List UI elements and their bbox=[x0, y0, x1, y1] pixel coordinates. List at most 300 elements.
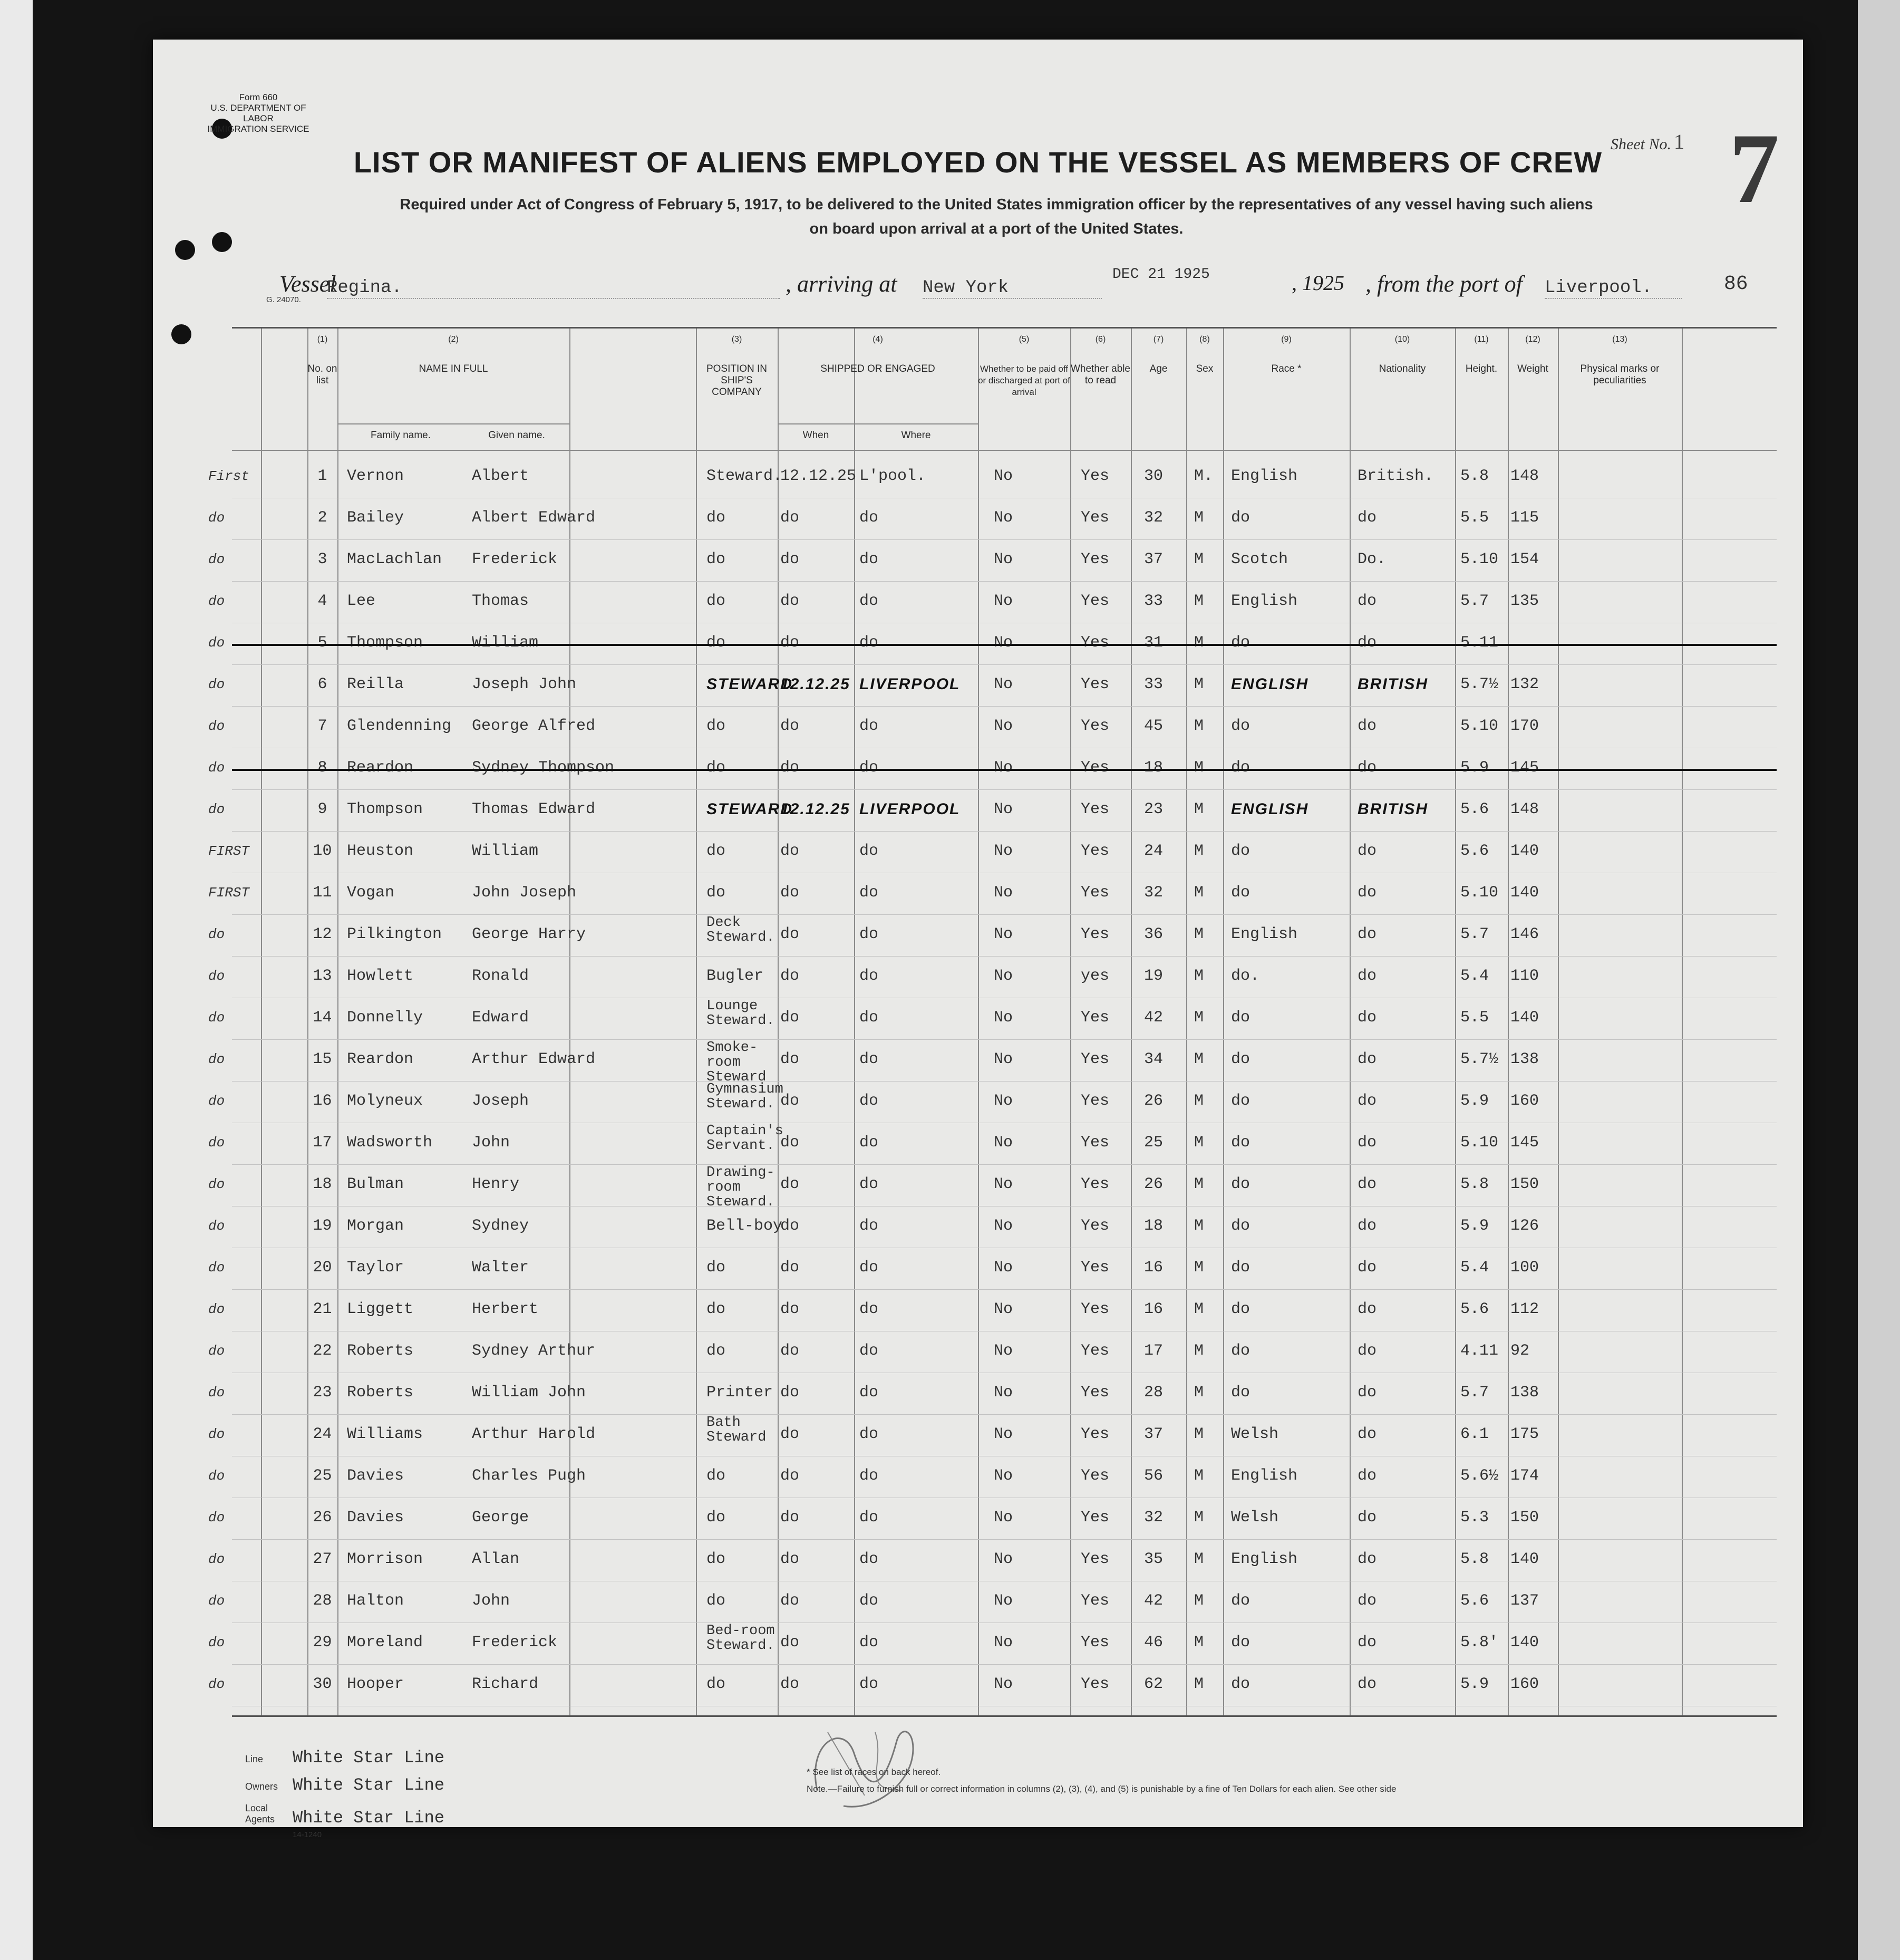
cell-race: do bbox=[1231, 1175, 1250, 1193]
cell-where: do bbox=[859, 967, 879, 985]
cell-sex: M bbox=[1194, 592, 1204, 610]
cell-sex: M bbox=[1194, 675, 1204, 693]
cell-age: 46 bbox=[1144, 1634, 1164, 1652]
page-reference: 86 bbox=[1724, 273, 1748, 295]
cell-read: Yes bbox=[1081, 1425, 1110, 1443]
cell-where: do bbox=[859, 717, 879, 735]
cell-mark: do bbox=[208, 1260, 225, 1276]
cell-read: Yes bbox=[1081, 1342, 1110, 1360]
cell-given: John bbox=[472, 1134, 510, 1152]
cell-height: 5.10 bbox=[1460, 884, 1499, 902]
cell-position: do bbox=[706, 592, 726, 610]
vessel-name: Regina. bbox=[327, 278, 780, 299]
cell-when: do bbox=[780, 884, 800, 902]
cell-sex: M bbox=[1194, 509, 1204, 527]
cell-weight: 145 bbox=[1510, 759, 1539, 777]
cell-sex: M bbox=[1194, 925, 1204, 943]
cell-when: do bbox=[780, 634, 800, 652]
cell-paid: No bbox=[994, 509, 1013, 527]
cell-race: English bbox=[1231, 925, 1298, 943]
cell-weight: 146 bbox=[1510, 925, 1539, 943]
arrival-port: New York bbox=[923, 278, 1102, 299]
cell-weight: 160 bbox=[1510, 1675, 1539, 1693]
col-header-able-to-read: (6) Whether able to read bbox=[1070, 335, 1130, 386]
cell-age: 45 bbox=[1144, 717, 1164, 735]
cell-no: 16 bbox=[313, 1092, 332, 1110]
col-header-nationality: (10) Nationality bbox=[1379, 335, 1426, 374]
cell-given: Arthur Harold bbox=[472, 1425, 596, 1443]
cell-family: Davies bbox=[347, 1509, 404, 1527]
cell-race: do bbox=[1231, 1342, 1250, 1360]
cell-read: Yes bbox=[1081, 842, 1110, 860]
cell-position: Steward. bbox=[706, 467, 783, 485]
cell-height: 5.5 bbox=[1460, 509, 1489, 527]
cell-paid: No bbox=[994, 1175, 1013, 1193]
cell-mark: do bbox=[208, 1010, 225, 1026]
cell-family: Vernon bbox=[347, 467, 404, 485]
col-header-shipped: (4) SHIPPED OR ENGAGED bbox=[820, 335, 935, 374]
cell-position: do bbox=[706, 842, 726, 860]
cell-no: 17 bbox=[313, 1134, 332, 1152]
cell-height: 5.9 bbox=[1460, 1092, 1489, 1110]
cell-given: Henry bbox=[472, 1175, 520, 1193]
cell-no: 30 bbox=[313, 1675, 332, 1693]
cell-where: do bbox=[859, 1134, 879, 1152]
cell-height: 5.8' bbox=[1460, 1634, 1499, 1652]
cell-nat: do bbox=[1358, 1217, 1377, 1235]
cell-where: do bbox=[859, 1217, 879, 1235]
cell-paid: No bbox=[994, 1509, 1013, 1527]
cell-where: do bbox=[859, 1592, 879, 1610]
cell-race: do bbox=[1231, 717, 1250, 735]
cell-paid: No bbox=[994, 884, 1013, 902]
vessel-label: Vessel bbox=[279, 271, 336, 297]
cell-when: do bbox=[780, 1217, 800, 1235]
cell-given: Edward bbox=[472, 1009, 529, 1027]
page-subtitle bbox=[279, 192, 1713, 241]
cell-mark: do bbox=[208, 510, 225, 526]
cell-position: do bbox=[706, 884, 726, 902]
cell-sex: M bbox=[1194, 1509, 1204, 1527]
cell-weight: 140 bbox=[1510, 842, 1539, 860]
cell-nat: do bbox=[1358, 884, 1377, 902]
cell-mark: do bbox=[208, 926, 225, 942]
cell-race: do bbox=[1231, 1050, 1250, 1068]
cell-race: do bbox=[1231, 634, 1250, 652]
form-g-number: G. 24070. bbox=[266, 295, 301, 304]
cell-nat: do bbox=[1358, 1259, 1377, 1277]
cell-position: do bbox=[706, 634, 726, 652]
cell-race: ENGLISH bbox=[1231, 800, 1309, 818]
cell-race: do bbox=[1231, 759, 1250, 777]
cell-age: 18 bbox=[1144, 1217, 1164, 1235]
cell-family: Pilkington bbox=[347, 925, 442, 943]
cell-nat: British. bbox=[1358, 467, 1434, 485]
cell-no: 26 bbox=[313, 1509, 332, 1527]
cell-nat: do bbox=[1358, 1300, 1377, 1318]
cell-where: do bbox=[859, 842, 879, 860]
cell-read: Yes bbox=[1081, 1134, 1110, 1152]
cell-age: 18 bbox=[1144, 759, 1164, 777]
cell-age: 23 bbox=[1144, 800, 1164, 818]
col-header-name: (2) NAME IN FULL bbox=[419, 335, 488, 374]
cell-position: Lounge Steward. bbox=[706, 998, 775, 1029]
cell-given: Charles Pugh bbox=[472, 1467, 586, 1485]
cell-height: 5.6 bbox=[1460, 800, 1489, 818]
cell-mark: do bbox=[208, 677, 225, 692]
cell-no: 21 bbox=[313, 1300, 332, 1318]
cell-paid: No bbox=[994, 1217, 1013, 1235]
cell-mark: do bbox=[208, 1635, 225, 1650]
cell-read: Yes bbox=[1081, 1300, 1110, 1318]
cell-given: Thomas Edward bbox=[472, 800, 596, 818]
cell-mark: do bbox=[208, 760, 225, 776]
cell-sex: M bbox=[1194, 717, 1204, 735]
cell-height: 5.6 bbox=[1460, 842, 1489, 860]
cell-weight: 126 bbox=[1510, 1217, 1539, 1235]
cell-family: Roberts bbox=[347, 1342, 414, 1360]
cell-family: Morrison bbox=[347, 1550, 423, 1568]
cell-when: do bbox=[780, 1300, 800, 1318]
cell-when: do bbox=[780, 925, 800, 943]
cell-given: George Alfred bbox=[472, 717, 596, 735]
col-header-when: When bbox=[802, 430, 829, 441]
cell-position: do bbox=[706, 1342, 726, 1360]
cell-read: Yes bbox=[1081, 717, 1110, 735]
cell-mark: do bbox=[208, 1218, 225, 1234]
cell-no: 19 bbox=[313, 1217, 332, 1235]
cell-given: Joseph John bbox=[472, 675, 577, 693]
cell-race: English bbox=[1231, 592, 1298, 610]
cell-no: 2 bbox=[317, 509, 327, 527]
cell-paid: No bbox=[994, 675, 1013, 693]
service-name: IMMIGRATION SERVICE bbox=[207, 124, 309, 134]
form-identifier bbox=[200, 92, 316, 134]
cell-position: do bbox=[706, 1675, 726, 1693]
sheet-number-label: Sheet No. bbox=[1611, 136, 1671, 153]
cell-age: 26 bbox=[1144, 1092, 1164, 1110]
line-label: Line bbox=[245, 1754, 264, 1764]
sheet-number: 1 bbox=[1674, 130, 1684, 153]
cell-race: do bbox=[1231, 1384, 1250, 1402]
cell-family: Donnelly bbox=[347, 1009, 423, 1027]
footnote-penalty: Note.—Failure to furnish full or correct information in columns (2), (3), (4), and (5) is punishable by a fine of Ten Dollars for each alien. See other side bbox=[807, 1784, 1397, 1794]
cell-nat: do bbox=[1358, 1509, 1377, 1527]
cell-height: 5.6 bbox=[1460, 1592, 1489, 1610]
cell-nat: Do. bbox=[1358, 551, 1387, 568]
col-header-height: (11) Height. bbox=[1465, 335, 1498, 374]
cell-position: Deck Steward. bbox=[706, 915, 775, 945]
cell-given: John Joseph bbox=[472, 884, 577, 902]
cell-mark: do bbox=[208, 635, 225, 651]
cell-paid: No bbox=[994, 759, 1013, 777]
cell-read: Yes bbox=[1081, 675, 1110, 693]
cell-given: Joseph bbox=[472, 1092, 529, 1110]
cell-read: Yes bbox=[1081, 1217, 1110, 1235]
cell-position: do bbox=[706, 509, 726, 527]
cell-family: Thompson bbox=[347, 634, 423, 652]
cell-sex: M bbox=[1194, 1634, 1204, 1652]
cell-read: Yes bbox=[1081, 1592, 1110, 1610]
cell-where: do bbox=[859, 1550, 879, 1568]
cell-when: do bbox=[780, 717, 800, 735]
cell-family: Morgan bbox=[347, 1217, 404, 1235]
cell-read: Yes bbox=[1081, 1050, 1110, 1068]
cell-weight: 110 bbox=[1510, 967, 1539, 985]
cell-sex: M bbox=[1194, 1550, 1204, 1568]
cell-nat: do bbox=[1358, 1092, 1377, 1110]
cell-nat: do bbox=[1358, 1134, 1377, 1152]
cell-mark: do bbox=[208, 1385, 225, 1401]
cell-weight: 137 bbox=[1510, 1592, 1539, 1610]
cell-sex: M. bbox=[1194, 467, 1214, 485]
cell-no: 13 bbox=[313, 967, 332, 985]
cell-paid: No bbox=[994, 925, 1013, 943]
cell-no: 11 bbox=[313, 884, 332, 902]
cell-age: 56 bbox=[1144, 1467, 1164, 1485]
strike-through-line bbox=[232, 769, 1777, 771]
cell-height: 5.7 bbox=[1460, 925, 1489, 943]
cell-sex: M bbox=[1194, 1425, 1204, 1443]
cell-sex: M bbox=[1194, 1009, 1204, 1027]
cell-where: do bbox=[859, 1675, 879, 1693]
cell-family: Vogan bbox=[347, 884, 395, 902]
cell-sex: M bbox=[1194, 551, 1204, 568]
cell-read: Yes bbox=[1081, 1092, 1110, 1110]
cell-read: Yes bbox=[1081, 592, 1110, 610]
cell-when: do bbox=[780, 1509, 800, 1527]
cell-race: English bbox=[1231, 1550, 1298, 1568]
cell-family: Reardon bbox=[347, 1050, 414, 1068]
cell-paid: No bbox=[994, 1300, 1013, 1318]
subtitle-line-1: Required under Act of Congress of February 5, 1917, to be delivered to the United States immigration officer by the representatives of any vessel having such aliens bbox=[400, 196, 1593, 213]
cell-age: 32 bbox=[1144, 509, 1164, 527]
cell-family: Glendenning bbox=[347, 717, 452, 735]
cell-race: do bbox=[1231, 842, 1250, 860]
cell-paid: No bbox=[994, 1134, 1013, 1152]
cell-height: 5.10 bbox=[1460, 551, 1499, 568]
cell-no: 5 bbox=[317, 634, 327, 652]
cell-age: 32 bbox=[1144, 1509, 1164, 1527]
cell-when: do bbox=[780, 1550, 800, 1568]
cell-sex: M bbox=[1194, 759, 1204, 777]
form-code: 14-1240 bbox=[293, 1830, 322, 1839]
cell-when: do bbox=[780, 1134, 800, 1152]
cell-nat: do bbox=[1358, 967, 1377, 985]
cell-height: 5.4 bbox=[1460, 1259, 1489, 1277]
cell-paid: No bbox=[994, 1384, 1013, 1402]
cell-position: do bbox=[706, 1592, 726, 1610]
cell-weight: 140 bbox=[1510, 1550, 1539, 1568]
cell-height: 5.8 bbox=[1460, 1550, 1489, 1568]
cell-mark: do bbox=[208, 718, 225, 734]
cell-no: 18 bbox=[313, 1175, 332, 1193]
cell-when: do bbox=[780, 1384, 800, 1402]
cell-race: do bbox=[1231, 509, 1250, 527]
cell-weight: 140 bbox=[1510, 1634, 1539, 1652]
cell-when: do bbox=[780, 1050, 800, 1068]
cell-when: do bbox=[780, 1259, 800, 1277]
cell-given: Sydney Arthur bbox=[472, 1342, 596, 1360]
cell-position: do bbox=[706, 1467, 726, 1485]
cell-no: 28 bbox=[313, 1592, 332, 1610]
cell-no: 7 bbox=[317, 717, 327, 735]
cell-mark: do bbox=[208, 1676, 225, 1692]
cell-position: do bbox=[706, 551, 726, 568]
cell-read: Yes bbox=[1081, 634, 1110, 652]
cell-weight: 100 bbox=[1510, 1259, 1539, 1277]
cell-family: Hooper bbox=[347, 1675, 404, 1693]
cell-no: 14 bbox=[313, 1009, 332, 1027]
cell-read: Yes bbox=[1081, 1467, 1110, 1485]
voyage-line bbox=[153, 266, 1803, 303]
cell-race: ENGLISH bbox=[1231, 675, 1309, 693]
cell-read: Yes bbox=[1081, 884, 1110, 902]
cell-read: yes bbox=[1081, 967, 1110, 985]
cell-sex: M bbox=[1194, 1217, 1204, 1235]
cell-age: 37 bbox=[1144, 1425, 1164, 1443]
cell-given: Frederick bbox=[472, 551, 558, 568]
col-header-weight: (12) Weight bbox=[1517, 335, 1548, 374]
cell-no: 25 bbox=[313, 1467, 332, 1485]
cell-no: 9 bbox=[317, 800, 327, 818]
cell-family: Bulman bbox=[347, 1175, 404, 1193]
punch-hole bbox=[171, 324, 191, 344]
cell-race: English bbox=[1231, 467, 1298, 485]
cell-age: 33 bbox=[1144, 675, 1164, 693]
cell-where: do bbox=[859, 1342, 879, 1360]
col-header-age: (7) Age bbox=[1149, 335, 1168, 374]
cell-height: 6.1 bbox=[1460, 1425, 1489, 1443]
cell-age: 32 bbox=[1144, 884, 1164, 902]
cell-family: Halton bbox=[347, 1592, 404, 1610]
cell-family: Molyneux bbox=[347, 1092, 423, 1110]
department-name: U.S. DEPARTMENT OF LABOR bbox=[210, 103, 306, 123]
cell-where: do bbox=[859, 551, 879, 568]
cell-race: English bbox=[1231, 1467, 1298, 1485]
cell-height: 5.7½ bbox=[1460, 675, 1499, 693]
cell-height: 5.9 bbox=[1460, 759, 1489, 777]
cell-where: do bbox=[859, 1300, 879, 1318]
cell-given: Sydney bbox=[472, 1217, 529, 1235]
cell-no: 3 bbox=[317, 551, 327, 568]
cell-paid: No bbox=[994, 634, 1013, 652]
cell-nat: do bbox=[1358, 1050, 1377, 1068]
cell-when: 12.12.25 bbox=[780, 675, 850, 693]
col-header-sex: (8) Sex bbox=[1196, 335, 1214, 374]
cell-mark: do bbox=[208, 1093, 225, 1109]
cell-given: Ronald bbox=[472, 967, 529, 985]
cell-weight: 115 bbox=[1510, 509, 1539, 527]
cell-paid: No bbox=[994, 1092, 1013, 1110]
cell-weight: 148 bbox=[1510, 800, 1539, 818]
cell-position: Drawing-room Steward. bbox=[706, 1165, 775, 1210]
cell-when: do bbox=[780, 1675, 800, 1693]
cell-where: do bbox=[859, 1092, 879, 1110]
cell-read: Yes bbox=[1081, 1634, 1110, 1652]
cell-no: 27 bbox=[313, 1550, 332, 1568]
cell-where: do bbox=[859, 592, 879, 610]
cell-paid: No bbox=[994, 1009, 1013, 1027]
cell-race: do bbox=[1231, 1259, 1250, 1277]
cell-height: 5.5 bbox=[1460, 1009, 1489, 1027]
cell-mark: do bbox=[208, 1135, 225, 1151]
cell-where: do bbox=[859, 1175, 879, 1193]
sheet-number-large: 7 bbox=[1729, 113, 1779, 224]
cell-where: do bbox=[859, 1425, 879, 1443]
cell-weight: 175 bbox=[1510, 1425, 1539, 1443]
cell-where: do bbox=[859, 1259, 879, 1277]
cell-paid: No bbox=[994, 967, 1013, 985]
cell-race: do bbox=[1231, 1592, 1250, 1610]
scan-border-left bbox=[0, 0, 33, 1960]
cell-age: 19 bbox=[1144, 967, 1164, 985]
cell-weight: 174 bbox=[1510, 1467, 1539, 1485]
cell-where: do bbox=[859, 1467, 879, 1485]
col-header-position: (3) POSITION IN SHIP'S COMPANY bbox=[706, 335, 768, 398]
cell-weight: 140 bbox=[1510, 884, 1539, 902]
cell-paid: No bbox=[994, 717, 1013, 735]
cell-given: Allan bbox=[472, 1550, 520, 1568]
page-title: LIST OR MANIFEST OF ALIENS EMPLOYED ON THE VESSEL AS MEMBERS OF CREW bbox=[353, 146, 1603, 179]
cell-weight: 160 bbox=[1510, 1092, 1539, 1110]
cell-sex: M bbox=[1194, 884, 1204, 902]
cell-nat: do bbox=[1358, 925, 1377, 943]
cell-when: do bbox=[780, 1592, 800, 1610]
cell-weight: 112 bbox=[1510, 1300, 1539, 1318]
cell-no: 12 bbox=[313, 925, 332, 943]
cell-sex: M bbox=[1194, 800, 1204, 818]
from-port-label: , from the port of bbox=[1365, 271, 1523, 297]
cell-when: do bbox=[780, 1092, 800, 1110]
footnote-races: * See list of races on back hereof. bbox=[807, 1767, 941, 1777]
cell-height: 5.7½ bbox=[1460, 1050, 1499, 1068]
cell-mark: do bbox=[208, 968, 225, 984]
cell-mark: FIRST bbox=[208, 885, 250, 901]
cell-mark: do bbox=[208, 1051, 225, 1067]
cell-paid: No bbox=[994, 592, 1013, 610]
punch-hole bbox=[212, 232, 232, 252]
cell-no: 24 bbox=[313, 1425, 332, 1443]
cell-family: Reardon bbox=[347, 759, 414, 777]
cell-age: 28 bbox=[1144, 1384, 1164, 1402]
cell-read: Yes bbox=[1081, 467, 1110, 485]
cell-height: 5.3 bbox=[1460, 1509, 1489, 1527]
cell-given: Thomas bbox=[472, 592, 529, 610]
cell-read: Yes bbox=[1081, 509, 1110, 527]
cell-age: 62 bbox=[1144, 1675, 1164, 1693]
cell-no: 8 bbox=[317, 759, 327, 777]
cell-height: 5.9 bbox=[1460, 1217, 1489, 1235]
cell-read: Yes bbox=[1081, 1009, 1110, 1027]
cell-mark: do bbox=[208, 593, 225, 609]
cell-position: do bbox=[706, 1550, 726, 1568]
cell-age: 36 bbox=[1144, 925, 1164, 943]
cell-race: do. bbox=[1231, 967, 1260, 985]
cell-height: 5.7 bbox=[1460, 1384, 1489, 1402]
cell-weight: 135 bbox=[1510, 592, 1539, 610]
cell-nat: do bbox=[1358, 1634, 1377, 1652]
cell-mark: do bbox=[208, 1468, 225, 1484]
cell-nat: do bbox=[1358, 509, 1377, 527]
cell-height: 5.4 bbox=[1460, 967, 1489, 985]
cell-where: do bbox=[859, 1050, 879, 1068]
col-header-number: (1) No. on list bbox=[307, 335, 337, 386]
cell-where: do bbox=[859, 1384, 879, 1402]
cell-paid: No bbox=[994, 1675, 1013, 1693]
cell-mark: do bbox=[208, 1343, 225, 1359]
cell-where: do bbox=[859, 925, 879, 943]
